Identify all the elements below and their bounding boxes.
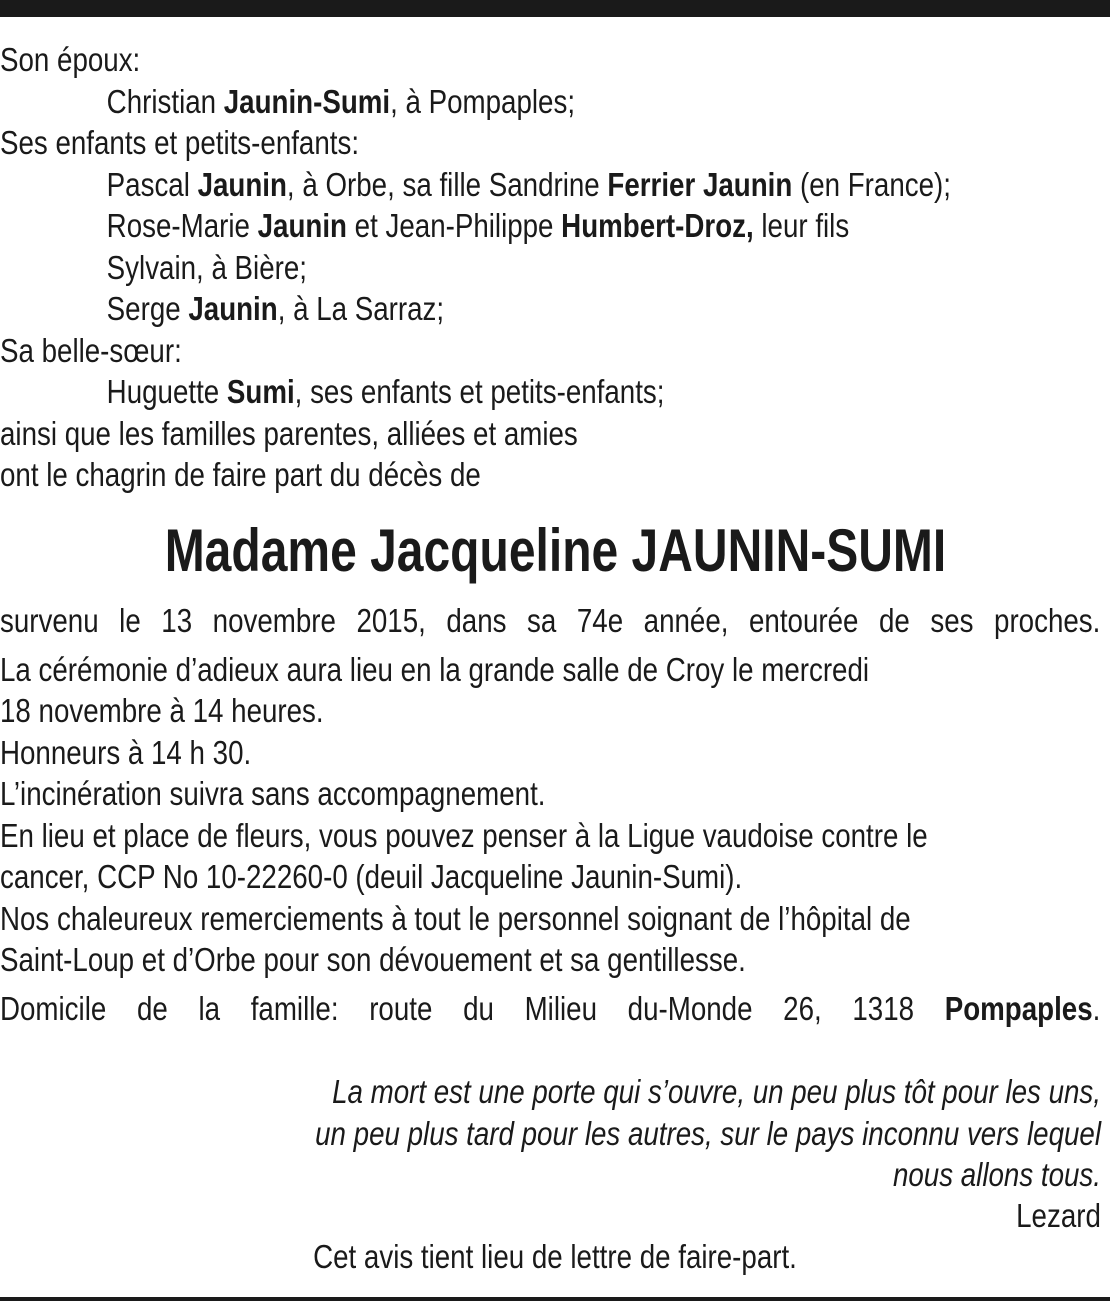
footer-note-text: Cet avis tient lieu de lettre de faire-part. [313,1238,797,1275]
child2-first: Rose-Marie [106,207,258,244]
child3-first: Serge [106,290,189,327]
child1-first: Pascal [106,165,198,203]
domicile-word: de [136,989,168,1027]
domicile-word: du [463,989,494,1027]
child-line-2 [0,205,1105,247]
spouse-heading: Son époux: [0,41,141,78]
quote-line-3: nous allons tous. [892,1156,1101,1193]
domicile-town [945,988,1101,1030]
death-word: année, [643,602,729,639]
child-line-3 [0,288,1105,330]
domicile-word: du-Monde [627,989,753,1027]
quote-line-2: un peu plus tard pour les autres, sur le pays inconnu vers lequel [315,1114,1101,1152]
death-word: de [878,602,910,639]
death-word: 2015, [356,602,426,639]
death-word: 13 [161,602,193,639]
thanks-line-2: Saint-Loup et d’Orbe pour son dévouement et sa gentillesse. [0,941,746,978]
domicile-word: route [369,989,433,1027]
sister-line [0,371,1105,413]
death-word: dans [446,602,507,639]
child1-surname: Jaunin [197,165,287,203]
sister-surname: Sumi [226,373,295,410]
child2-surname: Jaunin [257,207,347,244]
child3-surname: Jaunin [188,290,278,327]
death-word: le [119,602,141,639]
closing-line-1: ainsi que les familles parentes, alliées et amies [0,414,578,452]
donation-line-2: cancer, CCP No 10-22260-0 (deuil Jacqueline Jaunin-Sumi). [0,858,743,895]
child2-post: leur fils [753,207,850,244]
quote-line-1: La mort est une porte qui s’ouvre, un peu plus tôt pour les uns, [332,1073,1102,1110]
thanks-line-1: Nos chaleureux remerciements à tout le personnel soignant de l’hôpital de [0,899,911,937]
deceased-name-heading [0,513,1110,589]
domicile-word: la [198,989,221,1027]
death-word: sa [527,602,557,639]
grandchild1-surname: Ferrier Jaunin [607,165,793,203]
sister-post: , ses enfants et petits-enfants; [294,373,665,410]
death-word: ses [930,602,974,639]
cremation-line: L’incinération suivra sans accompagnement. [0,775,546,812]
ceremony-line-2: 18 novembre à 14 heures. [0,692,324,729]
domicile-word: 1318 [852,989,915,1027]
death-word: novembre [212,602,336,639]
child1-mid: , à Orbe, sa fille Sandrine [286,165,608,203]
honours-line: Honneurs à 14 h 30. [0,733,252,771]
spouse-surname: Jaunin-Sumi [223,82,391,120]
child1-post: (en France); [792,165,951,203]
domicile-word: Milieu [524,989,597,1027]
death-word: proches. [994,602,1101,639]
spouse-location: , à Pompaples; [390,82,576,120]
quote-author: Lezard [1016,1197,1101,1234]
child3-post: , à La Sarraz; [277,290,445,327]
spouse-line [0,81,1105,123]
closing-line-2: ont le chagrin de faire part du décès de [0,456,481,493]
spouse-first-name: Christian [106,82,224,120]
footer-note [0,1236,1110,1278]
death-line [0,600,1100,642]
death-word: entourée [748,602,859,639]
notice-details [0,600,1105,1029]
top-rule [0,0,1110,17]
partner2-surname: Humbert-Droz, [561,207,754,244]
domicile-period: . [1092,989,1101,1027]
child2-mid: et Jean-Philippe [346,207,562,244]
domicile-word: Domicile [0,989,107,1027]
deceased-name: Madame Jacqueline JAUNIN-SUMI [164,517,946,584]
child-line-2-cont: Sylvain, à Bière; [106,248,307,286]
sister-heading: Sa belle-sœur: [0,331,182,369]
child-line-1 [0,164,1105,206]
family-list [0,39,1105,496]
death-word: survenu [0,602,99,639]
domicile-word: famille: [250,989,339,1027]
ceremony-line-1: La cérémonie d’adieux aura lieu en la grande salle de Croy le mercredi [0,650,870,688]
death-word: 74e [576,602,624,639]
children-heading: Ses enfants et petits-enfants: [0,124,360,161]
quotation [0,1071,1101,1196]
donation-line-1: En lieu et place de fleurs, vous pouvez penser à la Ligue vaudoise contre le [0,816,928,854]
bottom-rule [0,1297,1110,1301]
sister-first: Huguette [106,373,227,410]
domicile-town-name: Pompaples [944,989,1093,1027]
domicile-line [0,988,1100,1030]
domicile-word: 26, [783,989,822,1027]
